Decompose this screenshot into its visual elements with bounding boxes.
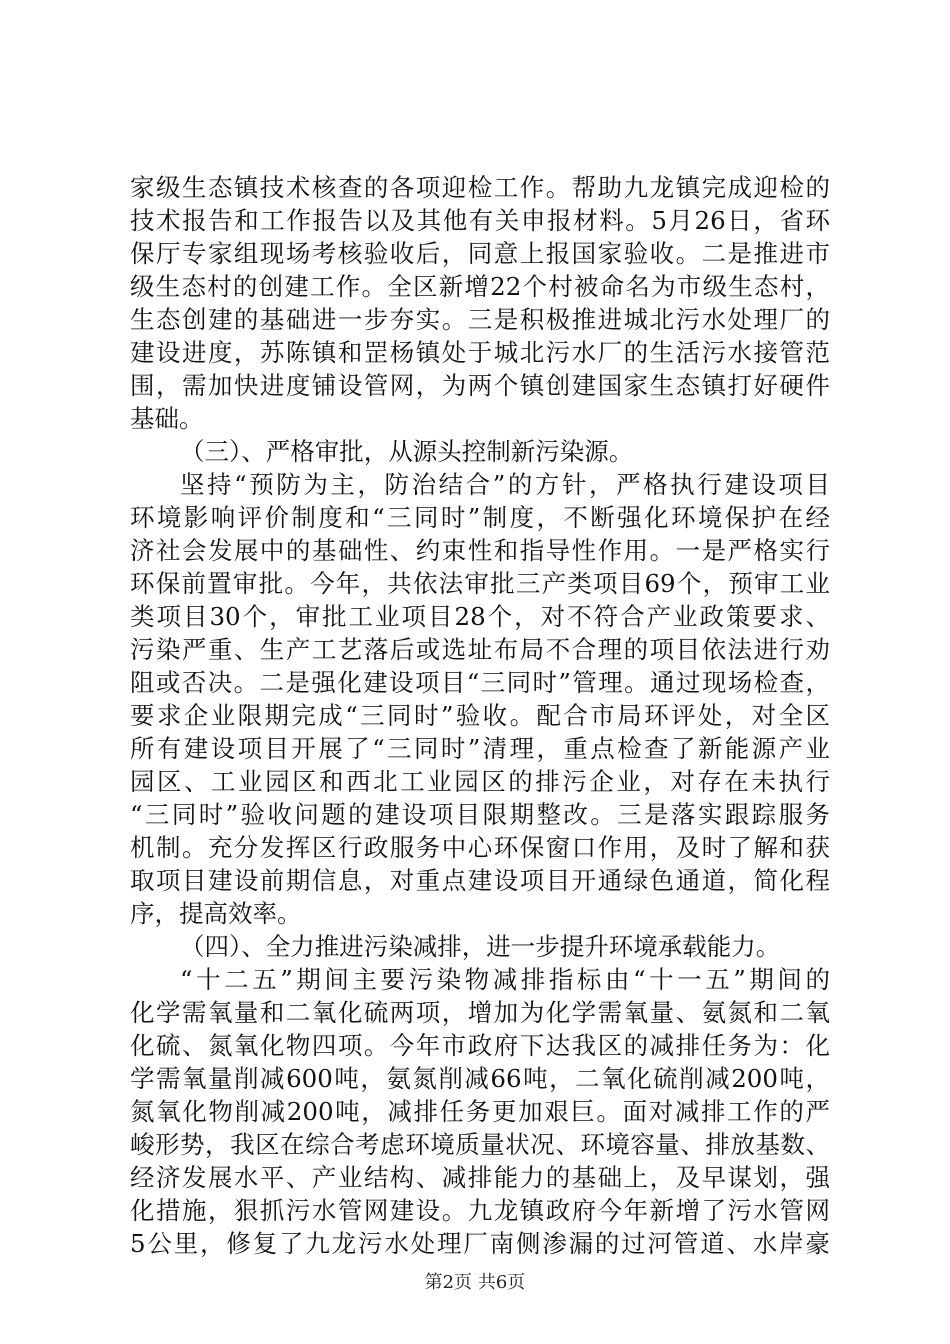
text-line: 机制。充分发挥区行政服务中心环保窗口作用，及时了解和获 xyxy=(130,833,830,862)
text-line: 生态创建的基础进一步夯实。三是积极推进城北污水处理厂的 xyxy=(130,305,830,334)
text-line: 氮氧化物削减200吨，减排任务更加艰巨。面对减排工作的严 xyxy=(130,1097,830,1126)
section-heading: （三）、严格审批，从源头控制新污染源。 xyxy=(180,437,634,466)
text-line: 取项目建设前期信息，对重点建设项目开通绿色通道，简化程 xyxy=(130,866,830,895)
text-line: 围，需加快进度铺设管网，为两个镇创建国家生态镇打好硬件 xyxy=(130,371,830,400)
text-line: 经济发展水平、产业结构、减排能力的基础上，及早谋划，强 xyxy=(130,1163,830,1192)
text-line: 园区、工业园区和西北工业园区的排污企业，对存在未执行 xyxy=(130,767,830,796)
text-line: 类项目30个，审批工业项目28个，对不符合产业政策要求、 xyxy=(130,602,830,631)
text-line: 环保前置审批。今年，共依法审批三产类项目69个，预审工业 xyxy=(130,569,830,598)
text-line: 学需氧量削减600吨，氨氮削减66吨，二氧化硫削减200吨， xyxy=(130,1064,830,1093)
text-line: 峻形势，我区在综合考虑环境质量状况、环境容量、排放基数、 xyxy=(130,1130,830,1159)
text-line: 化措施，狠抓污水管网建设。九龙镇政府今年新增了污水管网 xyxy=(130,1196,830,1225)
text-line: 技术报告和工作报告以及其他有关申报材料。5月26日，省环 xyxy=(130,206,830,235)
page-footer: 第2页 共6页 xyxy=(424,1272,526,1293)
text-line: 建设进度，苏陈镇和罡杨镇处于城北污水厂的生活污水接管范 xyxy=(130,338,830,367)
text-line: “十二五”期间主要污染物减排指标由“十一五”期间的 xyxy=(180,965,830,994)
text-line: 基础。 xyxy=(130,404,204,433)
text-line: “三同时”验收问题的建设项目限期整改。三是落实跟踪服务 xyxy=(130,800,830,829)
text-line: 济社会发展中的基础性、约束性和指导性作用。一是严格实行 xyxy=(130,536,830,565)
section-heading: （四）、全力推进污染减排，进一步提升环境承载能力。 xyxy=(180,932,781,961)
text-line: 阻或否决。二是强化建设项目“三同时”管理。通过现场检查， xyxy=(130,668,830,697)
text-line: 污染严重、生产工艺落后或选址布局不合理的项目依法进行劝 xyxy=(130,635,830,664)
text-line: 序，提高效率。 xyxy=(130,899,302,928)
text-line: 化硫、氮氧化物四项。今年市政府下达我区的减排任务为：化 xyxy=(130,1031,830,1060)
text-line: 级生态村的创建工作。全区新增22个村被命名为市级生态村， xyxy=(130,272,830,301)
text-line: 所有建设项目开展了“三同时”清理，重点检查了新能源产业 xyxy=(130,734,830,763)
text-line: 要求企业限期完成“三同时”验收。配合市局环评处，对全区 xyxy=(130,701,830,730)
text-line: 坚持“预防为主，防治结合”的方针，严格执行建设项目 xyxy=(180,470,830,499)
text-line: 家级生态镇技术核查的各项迎检工作。帮助九龙镇完成迎检的 xyxy=(130,173,830,202)
text-line: 化学需氧量和二氧化硫两项，增加为化学需氧量、氨氮和二氧 xyxy=(130,998,830,1027)
text-line: 保厅专家组现场考核验收后，同意上报国家验收。二是推进市 xyxy=(130,239,830,268)
text-line: 5公里，修复了九龙污水处理厂南侧渗漏的过河管道、水岸豪 xyxy=(130,1229,830,1258)
text-line: 环境影响评价制度和“三同时”制度，不断强化环境保护在经 xyxy=(130,503,830,532)
